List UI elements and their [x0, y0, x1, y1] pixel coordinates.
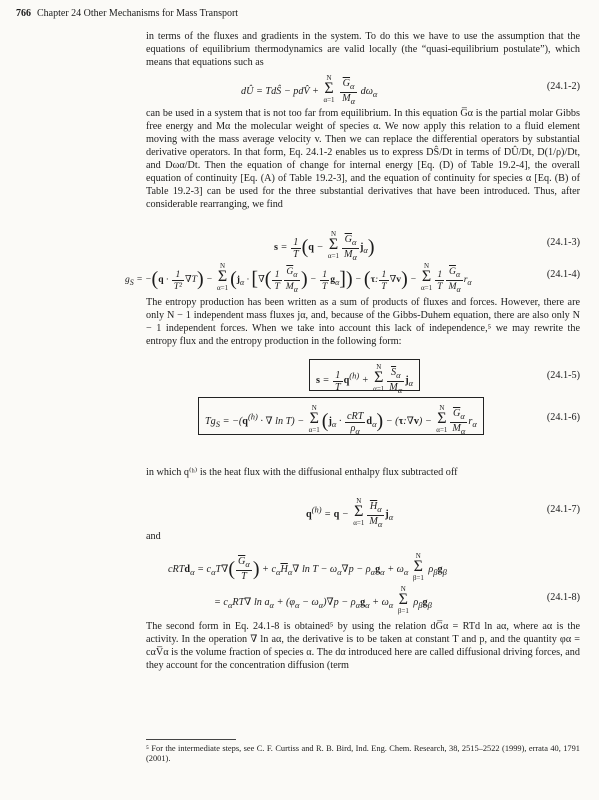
equation-24-1-5 [146, 363, 580, 396]
page-header [16, 7, 238, 20]
equation-number: (24.1-6) [546, 412, 580, 423]
equation-number: (24.1-2) [546, 81, 580, 92]
equation-24-1-6 [146, 404, 580, 437]
equation-24-1-7: $q^{(h)} = q - N$ Σ α=1 $\frac{\overline{H}_\alpha}{M_\alpha}$ $j_\alpha$ (24.1-7) [306, 497, 580, 530]
equation-24-1-8-line-1: cRTd$_\alpha$ = $c_\alpha T\nabla$( $\frac{\overline{G}_\alpha}{T}$ ) + $c_\alpha\overline{H}_\alpha\nabla$ $\ln T - \omega_\alpha\nabla p - \rho_\alpha g_\alpha + \omega_\alpha$ N Σ β=1 $\rho_\beta g_\beta$ [168, 552, 447, 582]
boxed-equation: s = $\frac{1}{T}$ $q^{(h)} + N$ Σ α=1 $\frac{\overline{S}_\alpha}{M_\alpha}$ $j_\alpha$ [309, 359, 420, 391]
equation-number: (24.1-8) [546, 592, 580, 603]
equation-number: (24.1-5) [546, 370, 580, 381]
equation-number: (24.1-3) [546, 237, 580, 248]
equation-24-1-8-line-2: = $c_\alpha RT\nabla$ $\ln a_\alpha + (\varphi_\alpha - \omega_\alpha)\nabla p - \rho_\alpha g_\alpha + \omega_\alpha$ N Σ β=1 $\rho_\beta g_\beta$ (24.1-8) [214, 585, 580, 615]
boxed-equation: $Tg_S = -(q^{(h)}$ · ∇ ln T) − N Σ α=1 ($j_\alpha$ · $\frac{\text{cRT}}{\rho_\alpha}$ $d_\alpha$) − (τ:∇v) − N Σ α=1 $\frac{\overline{G}_\alpha}{M_\alpha}$ $r_\alpha$ [198, 397, 484, 435]
equation-24-1-4: $g_S = -(q$ · $\frac{1}{\text{T²}}$ ∇T) − N Σ α=1 ($j_\alpha$ · [∇( $\frac{1}{T}$ $\frac{\overline{G}_\alpha}{M_\alpha}$ ) − $\frac{1}{T}$ $g_\alpha]) - (\tau$: $\frac{1}{T}$ ∇v) − N Σ α=1 $\frac{1}{T}$ $\frac{\overline{G}_\alpha}{M_\alpha}$ $r_\alpha$ (24.1-4) [125, 262, 580, 294]
footnote: ⁵ For the intermediate steps, see C. F. Curtiss and R. B. Bird, Ind. Eng. Chem. Research, 38, 2515–2522 (1999), errata 40, 1791 (2001). [146, 744, 580, 763]
equation-24-1-3: s = $\frac{1}{T}$ (q − N Σ α=1 $\frac{\overline{G}_\alpha}{M_\alpha}$ $j_\alpha$) (24.1-3) [274, 230, 580, 263]
equation-24-1-2: dÛ = TdŜ − pdV̂ + N Σ α=1 $\frac{\overline{G}_\alpha}{M_\alpha}$ $d\omega_\alpha$ (24.1-2) [241, 74, 580, 107]
equation-number: (24.1-7) [546, 504, 580, 515]
paragraph-6: The second form in Eq. 24.1-8 is obtained⁵ by using the relation dG̅α = RTd ln aα, where aα is the activity. In the operation ∇ ln aα, the derivative is to be taken at constant T and p, and the quantity φα = cαV̅α is the volume fraction of species α. The dα introduced here are called diffusional driving forces, and they account for the concentration diffusion (term [146, 621, 580, 671]
footnote-divider [146, 739, 236, 740]
paragraph-5: and [146, 531, 161, 542]
page-number: 766 [16, 8, 31, 19]
chapter-title: Chapter 24 Other Mechanisms for Mass Transport [37, 8, 239, 19]
equation-number: (24.1-4) [546, 269, 580, 280]
paragraph-2: can be used in a system that is not too far from equilibrium. In this equation G̅α is the partial molar Gibbs free energy and Mα the molecular weight of species α. We now apply this relation to a fluid element moving with the mass average velocity v. Then we can replace the differential operators by substantial derivative operators. In that form, Eq. 24.1-2 enables us to express DŜ/Dt in terms of DÛ/Dt, D(1/ρ)/Dt, and Dωα/Dt. Then the equation of change for internal energy [Eq. (D) of Table 19.2-4], the overall equation of continuity [Eq. (A) of Table 19.2-3], and the equation of continuity for species α [Eq. (B) of Table 19.2-3] can be used for the three substantial derivatives that have been introduced. Thus, after considerable rearranging, we find [146, 108, 580, 210]
paragraph-1: in terms of the fluxes and gradients in the system. To do this we have to use the assumption that the equations of equilibrium thermodynamics are valid locally (the “quasi-equilibrium postulate”), which means that equations such as [146, 31, 580, 68]
paragraph-3: The entropy production has been written as a sum of products of fluxes and forces. However, there are only N − 1 independent mass fluxes jα, and, because of the Gibbs-Duhem equation, there are also only N − 1 independent forces. When we take into account this lack of independence,⁵ we may rewrite the entropy flux and the entropy production in the following form: [146, 297, 580, 347]
paragraph-4: in which q⁽ʰ⁾ is the heat flux with the diffusional enthalpy flux subtracted off [146, 467, 458, 478]
